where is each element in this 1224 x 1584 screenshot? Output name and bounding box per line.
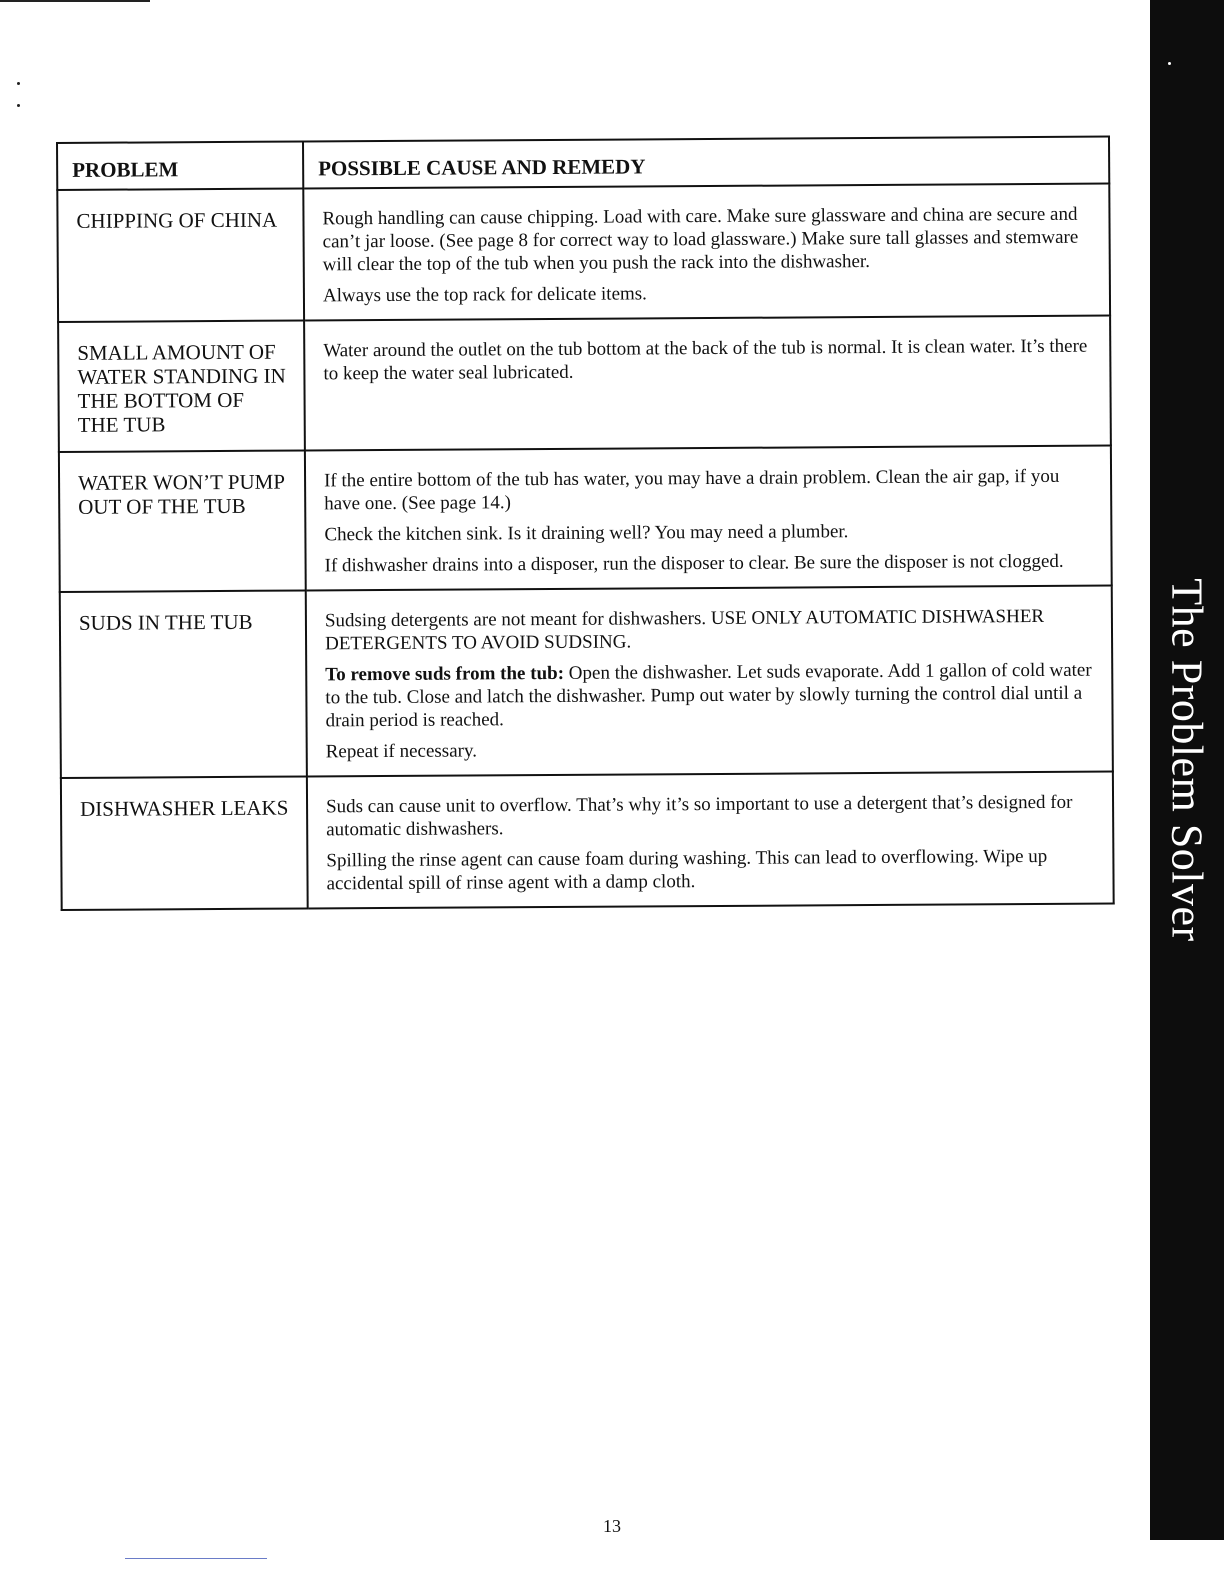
remedy-text: Rough handling can cause chipping. Load with care. Make sure glassware and china are secure and can’t jar loose. (See page 8 for correct way to load glassware.) Make sure tall glasses and stemware will clear the top of the tub when you push the rack into the dishwasher.	[322, 203, 1079, 276]
top-rule	[0, 0, 150, 2]
remedy-paragraph	[325, 659, 1095, 733]
remedy-paragraph	[326, 791, 1096, 842]
remedy-paragraph	[325, 605, 1095, 656]
problem-column-header: PROBLEM	[57, 141, 303, 190]
table-body	[57, 184, 1113, 910]
remedy-cell	[306, 586, 1113, 777]
remedy-paragraph	[326, 736, 1096, 764]
problem-solver-table	[56, 136, 1115, 911]
table-row	[59, 446, 1112, 592]
remedy-cell	[304, 316, 1111, 451]
remedy-text: Water around the outlet on the tub bottom at the back of the tub is normal. It is clean water. It’s there to keep the water seal lubricated.	[323, 335, 1088, 385]
remedy-text: If dishwasher drains into a disposer, run the disposer to clear. Be sure the disposer is not clogged.	[324, 550, 1064, 577]
remedy-paragraph	[324, 465, 1094, 516]
remedy-cell	[303, 184, 1110, 321]
section-side-tab-title: The Problem Solver	[1162, 578, 1212, 942]
remedy-paragraph	[322, 203, 1092, 277]
scan-speck	[17, 104, 20, 107]
remedy-paragraph	[323, 280, 1093, 308]
table-row	[58, 316, 1111, 452]
remedy-text: Spilling the rinse agent can cause foam during washing. This can lead to overflowing. Wipe up accidental spill of rinse agent with a damp cloth.	[326, 845, 1048, 895]
problem-cell: CHIPPING OF CHINA	[57, 188, 304, 322]
page-number: 13	[603, 1516, 621, 1536]
problem-solver-table-wrap	[56, 136, 1115, 911]
remedy-paragraph	[325, 550, 1095, 578]
remedy-paragraph	[324, 519, 1094, 547]
scan-speck	[17, 82, 20, 85]
remedy-text: Suds can cause unit to overflow. That’s why it’s so important to use a detergent that’s designed for automatic dishwashers.	[326, 791, 1073, 841]
remedy-text: Always use the top rack for delicate items.	[322, 283, 647, 307]
remedy-text: Repeat if necessary.	[325, 740, 478, 763]
remedy-text: Sudsing detergents are not meant for dishwashers. USE ONLY AUTOMATIC DISHWASHER DETERGENTS TO AVOID SUDSING.	[324, 605, 1045, 655]
remedy-cell	[307, 772, 1114, 909]
remedy-paragraph	[323, 335, 1093, 386]
problem-cell: WATER WON’T PUMP OUT OF THE TUB	[59, 450, 306, 592]
remedy-text: Open the dishwasher. Let suds evaporate. Add 1 gallon of cold water to the tub. Close and latch the dishwasher. Pump out water by slowly turning the control dial until a drain period is reached.	[325, 659, 1092, 732]
problem-cell: SMALL AMOUNT OF WATER STANDING IN THE BOTTOM OF THE TUB	[58, 320, 305, 452]
remedy-lead-in: To remove suds from the tub:	[325, 662, 565, 686]
bottom-rule	[125, 1558, 267, 1559]
problem-cell: DISHWASHER LEAKS	[61, 776, 308, 910]
table-header-row	[57, 137, 1109, 190]
scan-speck	[1168, 62, 1171, 65]
remedy-paragraph	[326, 845, 1096, 896]
problem-cell: SUDS IN THE TUB	[60, 590, 307, 777]
remedy-cell	[305, 446, 1112, 591]
remedy-text: If the entire bottom of the tub has water, you may have a drain problem. Clean the air gap, if you have one. (See page 14.)	[324, 465, 1060, 515]
remedy-text: Check the kitchen sink. Is it draining well? You may need a plumber.	[324, 521, 849, 546]
table-row	[60, 586, 1113, 778]
table-row	[57, 184, 1110, 322]
table-row	[61, 772, 1114, 910]
remedy-column-header: POSSIBLE CAUSE AND REMEDY	[303, 137, 1109, 189]
